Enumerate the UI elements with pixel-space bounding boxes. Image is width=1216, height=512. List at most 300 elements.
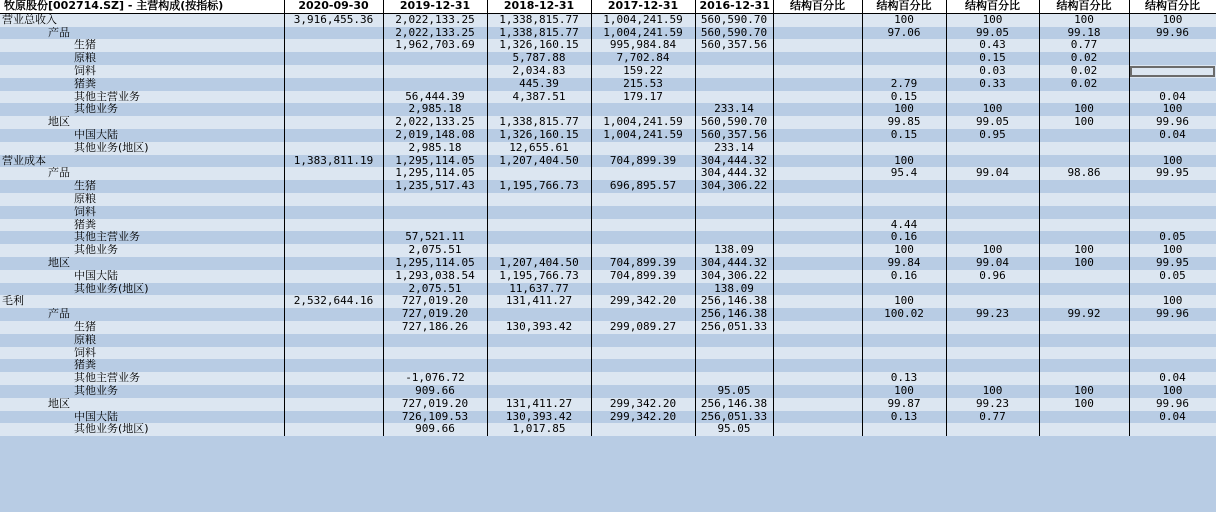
table-cell[interactable] <box>862 39 946 52</box>
table-cell[interactable] <box>773 180 862 193</box>
table-cell[interactable]: 1,383,811.19 <box>284 155 383 168</box>
table-cell[interactable] <box>284 27 383 40</box>
table-cell[interactable] <box>695 231 773 244</box>
row-label[interactable]: 产品 <box>0 167 284 180</box>
table-cell[interactable]: 2.79 <box>862 78 946 91</box>
table-cell[interactable] <box>1129 321 1216 334</box>
table-cell[interactable]: 1,295,114.05 <box>383 167 487 180</box>
table-cell[interactable]: 100 <box>862 155 946 168</box>
table-cell[interactable]: 95.05 <box>695 423 773 436</box>
table-cell[interactable] <box>487 219 591 232</box>
table-cell[interactable]: 11,637.77 <box>487 283 591 296</box>
table-cell[interactable] <box>1039 142 1129 155</box>
table-cell[interactable] <box>1129 65 1216 78</box>
table-cell[interactable] <box>946 219 1039 232</box>
table-cell[interactable]: 99.04 <box>946 257 1039 270</box>
table-cell[interactable]: 100 <box>862 385 946 398</box>
table-cell[interactable] <box>773 308 862 321</box>
column-header[interactable]: 2020-09-30 <box>284 0 383 13</box>
column-header[interactable]: 结构百分比 <box>946 0 1039 13</box>
table-cell[interactable] <box>695 91 773 104</box>
table-cell[interactable] <box>284 65 383 78</box>
table-cell[interactable] <box>284 142 383 155</box>
table-cell[interactable] <box>591 372 695 385</box>
table-cell[interactable]: 0.77 <box>946 411 1039 424</box>
table-cell[interactable]: 99.05 <box>946 27 1039 40</box>
table-cell[interactable]: 100 <box>1039 103 1129 116</box>
table-cell[interactable] <box>383 193 487 206</box>
table-cell[interactable] <box>487 359 591 372</box>
table-cell[interactable]: 7,702.84 <box>591 52 695 65</box>
table-cell[interactable] <box>487 206 591 219</box>
table-cell[interactable]: 299,342.20 <box>591 295 695 308</box>
table-cell[interactable]: 909.66 <box>383 423 487 436</box>
table-cell[interactable] <box>487 385 591 398</box>
table-cell[interactable]: 99.96 <box>1129 116 1216 129</box>
table-cell[interactable] <box>1039 180 1129 193</box>
table-cell[interactable] <box>773 347 862 360</box>
table-cell[interactable] <box>773 411 862 424</box>
table-cell[interactable] <box>591 334 695 347</box>
table-cell[interactable] <box>1129 39 1216 52</box>
table-cell[interactable]: 0.05 <box>1129 231 1216 244</box>
table-cell[interactable] <box>946 193 1039 206</box>
table-cell[interactable]: 704,899.39 <box>591 270 695 283</box>
table-cell[interactable]: 12,655.61 <box>487 142 591 155</box>
table-cell[interactable] <box>773 39 862 52</box>
table-cell[interactable]: 99.95 <box>1129 257 1216 270</box>
table-cell[interactable]: 0.95 <box>946 129 1039 142</box>
table-cell[interactable]: 1,004,241.59 <box>591 129 695 142</box>
column-header[interactable]: 2016-12-31 <box>695 0 773 13</box>
row-label[interactable]: 毛利 <box>0 295 284 308</box>
table-cell[interactable]: 99.84 <box>862 257 946 270</box>
table-cell[interactable] <box>1129 206 1216 219</box>
table-cell[interactable] <box>591 308 695 321</box>
table-cell[interactable] <box>773 334 862 347</box>
column-header[interactable]: 2017-12-31 <box>591 0 695 13</box>
table-cell[interactable]: 0.13 <box>862 372 946 385</box>
table-cell[interactable] <box>284 231 383 244</box>
table-cell[interactable]: 256,146.38 <box>695 308 773 321</box>
table-cell[interactable] <box>946 91 1039 104</box>
row-label[interactable]: 营业总收入 <box>0 13 284 26</box>
table-title[interactable]: 牧原股份[002714.SZ] - 主营构成(按指标) <box>0 0 284 13</box>
table-cell[interactable]: 727,019.20 <box>383 308 487 321</box>
table-cell[interactable]: 1,295,114.05 <box>383 155 487 168</box>
table-cell[interactable]: 100 <box>946 13 1039 26</box>
table-cell[interactable]: 2,022,133.25 <box>383 116 487 129</box>
table-cell[interactable] <box>695 359 773 372</box>
table-cell[interactable]: 100 <box>862 13 946 26</box>
table-cell[interactable] <box>591 423 695 436</box>
table-cell[interactable] <box>284 347 383 360</box>
table-cell[interactable]: 1,004,241.59 <box>591 116 695 129</box>
table-cell[interactable] <box>284 129 383 142</box>
table-cell[interactable] <box>591 385 695 398</box>
table-cell[interactable] <box>383 334 487 347</box>
table-cell[interactable] <box>1129 283 1216 296</box>
table-cell[interactable] <box>383 347 487 360</box>
table-cell[interactable] <box>773 142 862 155</box>
table-cell[interactable]: 100 <box>1129 103 1216 116</box>
table-cell[interactable] <box>591 206 695 219</box>
table-cell[interactable]: 99.23 <box>946 308 1039 321</box>
table-cell[interactable] <box>773 244 862 257</box>
table-cell[interactable] <box>695 193 773 206</box>
table-cell[interactable]: 304,444.32 <box>695 257 773 270</box>
table-cell[interactable] <box>695 206 773 219</box>
table-cell[interactable]: 1,338,815.77 <box>487 13 591 26</box>
table-cell[interactable]: 0.04 <box>1129 372 1216 385</box>
row-label[interactable]: 其他业务(地区) <box>0 423 284 436</box>
table-cell[interactable]: 130,393.42 <box>487 321 591 334</box>
row-label[interactable]: 猪粪 <box>0 219 284 232</box>
table-cell[interactable] <box>1039 91 1129 104</box>
table-cell[interactable]: 0.04 <box>1129 129 1216 142</box>
table-cell[interactable]: 1,326,160.15 <box>487 39 591 52</box>
table-cell[interactable] <box>946 180 1039 193</box>
table-cell[interactable]: 445.39 <box>487 78 591 91</box>
table-cell[interactable] <box>487 334 591 347</box>
table-cell[interactable]: 1,338,815.77 <box>487 116 591 129</box>
table-cell[interactable] <box>1129 52 1216 65</box>
table-cell[interactable] <box>487 193 591 206</box>
table-cell[interactable] <box>946 423 1039 436</box>
table-cell[interactable]: 1,293,038.54 <box>383 270 487 283</box>
table-cell[interactable] <box>946 372 1039 385</box>
table-cell[interactable]: 299,089.27 <box>591 321 695 334</box>
table-cell[interactable]: 100 <box>1129 155 1216 168</box>
table-cell[interactable] <box>946 295 1039 308</box>
table-cell[interactable]: 100 <box>1129 295 1216 308</box>
table-cell[interactable]: 696,895.57 <box>591 180 695 193</box>
table-cell[interactable] <box>1129 423 1216 436</box>
table-cell[interactable] <box>1129 193 1216 206</box>
table-cell[interactable]: 0.04 <box>1129 91 1216 104</box>
table-cell[interactable] <box>773 91 862 104</box>
row-label[interactable]: 其他业务 <box>0 385 284 398</box>
table-cell[interactable] <box>487 372 591 385</box>
row-label[interactable]: 其他主营业务 <box>0 231 284 244</box>
table-cell[interactable] <box>1129 180 1216 193</box>
table-cell[interactable] <box>591 231 695 244</box>
table-cell[interactable] <box>1129 334 1216 347</box>
table-cell[interactable]: 256,146.38 <box>695 398 773 411</box>
table-cell[interactable] <box>284 411 383 424</box>
table-cell[interactable] <box>284 193 383 206</box>
table-cell[interactable] <box>591 219 695 232</box>
table-cell[interactable]: 100 <box>1039 116 1129 129</box>
table-cell[interactable] <box>773 372 862 385</box>
table-cell[interactable] <box>591 167 695 180</box>
table-cell[interactable]: 1,004,241.59 <box>591 27 695 40</box>
table-cell[interactable] <box>591 359 695 372</box>
table-cell[interactable]: 304,444.32 <box>695 155 773 168</box>
table-cell[interactable] <box>773 283 862 296</box>
table-cell[interactable] <box>1039 334 1129 347</box>
row-label[interactable]: 中国大陆 <box>0 129 284 142</box>
table-cell[interactable] <box>862 347 946 360</box>
table-cell[interactable] <box>487 167 591 180</box>
table-cell[interactable]: 100 <box>1129 385 1216 398</box>
table-cell[interactable] <box>1129 347 1216 360</box>
table-cell[interactable]: 726,109.53 <box>383 411 487 424</box>
table-cell[interactable] <box>946 347 1039 360</box>
table-cell[interactable]: 0.04 <box>1129 411 1216 424</box>
table-cell[interactable]: 0.77 <box>1039 39 1129 52</box>
table-cell[interactable]: 100 <box>1129 244 1216 257</box>
table-cell[interactable]: 560,590.70 <box>695 27 773 40</box>
table-cell[interactable] <box>284 39 383 52</box>
table-cell[interactable] <box>1039 347 1129 360</box>
table-cell[interactable] <box>1039 411 1129 424</box>
table-cell[interactable] <box>862 423 946 436</box>
table-cell[interactable]: 4,387.51 <box>487 91 591 104</box>
table-cell[interactable]: 159.22 <box>591 65 695 78</box>
table-cell[interactable]: 99.96 <box>1129 308 1216 321</box>
table-cell[interactable]: 1,962,703.69 <box>383 39 487 52</box>
table-cell[interactable]: 299,342.20 <box>591 411 695 424</box>
table-cell[interactable] <box>1039 423 1129 436</box>
table-cell[interactable] <box>862 321 946 334</box>
table-cell[interactable] <box>695 65 773 78</box>
row-label[interactable]: 其他业务(地区) <box>0 142 284 155</box>
table-cell[interactable]: 95.05 <box>695 385 773 398</box>
table-cell[interactable]: 0.13 <box>862 411 946 424</box>
table-cell[interactable] <box>284 52 383 65</box>
table-cell[interactable]: 100 <box>1039 398 1129 411</box>
table-cell[interactable]: 256,051.33 <box>695 411 773 424</box>
table-cell[interactable]: 215.53 <box>591 78 695 91</box>
table-cell[interactable]: 2,075.51 <box>383 244 487 257</box>
table-cell[interactable] <box>946 231 1039 244</box>
table-cell[interactable]: 1,017.85 <box>487 423 591 436</box>
table-cell[interactable] <box>1039 295 1129 308</box>
table-cell[interactable] <box>284 321 383 334</box>
table-cell[interactable]: 99.92 <box>1039 308 1129 321</box>
table-cell[interactable] <box>284 372 383 385</box>
row-label[interactable]: 生猪 <box>0 180 284 193</box>
table-cell[interactable]: 100 <box>946 103 1039 116</box>
table-cell[interactable] <box>946 155 1039 168</box>
table-cell[interactable] <box>284 385 383 398</box>
row-label[interactable]: 地区 <box>0 116 284 129</box>
table-cell[interactable]: 131,411.27 <box>487 295 591 308</box>
table-cell[interactable] <box>946 206 1039 219</box>
table-cell[interactable]: 99.04 <box>946 167 1039 180</box>
table-cell[interactable] <box>695 78 773 91</box>
table-cell[interactable] <box>862 142 946 155</box>
table-cell[interactable] <box>773 167 862 180</box>
table-cell[interactable]: 99.96 <box>1129 398 1216 411</box>
table-cell[interactable]: 2,985.18 <box>383 103 487 116</box>
table-cell[interactable]: 704,899.39 <box>591 257 695 270</box>
table-cell[interactable]: 233.14 <box>695 142 773 155</box>
table-cell[interactable] <box>862 52 946 65</box>
table-cell[interactable]: 0.02 <box>1039 78 1129 91</box>
table-cell[interactable]: 138.09 <box>695 283 773 296</box>
table-cell[interactable]: 97.06 <box>862 27 946 40</box>
row-label[interactable]: 营业成本 <box>0 155 284 168</box>
column-header[interactable]: 结构百分比 <box>1039 0 1129 13</box>
table-cell[interactable]: 130,393.42 <box>487 411 591 424</box>
table-cell[interactable] <box>695 219 773 232</box>
row-label[interactable]: 猪粪 <box>0 359 284 372</box>
table-cell[interactable] <box>284 257 383 270</box>
column-header[interactable]: 2019-12-31 <box>383 0 487 13</box>
table-cell[interactable]: 1,195,766.73 <box>487 180 591 193</box>
table-cell[interactable]: 100 <box>1039 257 1129 270</box>
table-cell[interactable] <box>487 231 591 244</box>
table-cell[interactable]: 99.05 <box>946 116 1039 129</box>
table-cell[interactable]: 0.05 <box>1129 270 1216 283</box>
row-label[interactable]: 饲料 <box>0 347 284 360</box>
table-cell[interactable] <box>284 308 383 321</box>
table-cell[interactable] <box>773 321 862 334</box>
table-cell[interactable] <box>1039 321 1129 334</box>
table-cell[interactable]: 1,207,404.50 <box>487 257 591 270</box>
table-cell[interactable]: 0.16 <box>862 231 946 244</box>
table-cell[interactable] <box>773 13 862 26</box>
row-label[interactable]: 其他业务 <box>0 244 284 257</box>
table-cell[interactable] <box>591 283 695 296</box>
table-cell[interactable]: 98.86 <box>1039 167 1129 180</box>
row-label[interactable]: 生猪 <box>0 39 284 52</box>
column-header[interactable]: 2018-12-31 <box>487 0 591 13</box>
table-cell[interactable]: 560,590.70 <box>695 116 773 129</box>
table-cell[interactable] <box>773 398 862 411</box>
row-label[interactable]: 其他业务(地区) <box>0 283 284 296</box>
table-cell[interactable] <box>695 52 773 65</box>
table-cell[interactable] <box>773 423 862 436</box>
table-cell[interactable] <box>1039 129 1129 142</box>
table-cell[interactable]: 100 <box>1129 13 1216 26</box>
row-label[interactable]: 中国大陆 <box>0 411 284 424</box>
table-cell[interactable]: 100.02 <box>862 308 946 321</box>
table-cell[interactable]: 56,444.39 <box>383 91 487 104</box>
table-cell[interactable]: 2,075.51 <box>383 283 487 296</box>
row-label[interactable]: 饲料 <box>0 65 284 78</box>
table-cell[interactable]: 2,034.83 <box>487 65 591 78</box>
table-cell[interactable] <box>862 283 946 296</box>
table-cell[interactable]: 1,326,160.15 <box>487 129 591 142</box>
table-cell[interactable]: 0.02 <box>1039 65 1129 78</box>
row-label[interactable]: 产品 <box>0 27 284 40</box>
table-cell[interactable] <box>1039 206 1129 219</box>
row-label[interactable]: 生猪 <box>0 321 284 334</box>
table-cell[interactable] <box>773 257 862 270</box>
table-cell[interactable]: 560,357.56 <box>695 129 773 142</box>
table-cell[interactable] <box>1039 359 1129 372</box>
table-cell[interactable]: 179.17 <box>591 91 695 104</box>
table-cell[interactable] <box>591 142 695 155</box>
table-cell[interactable] <box>773 103 862 116</box>
table-cell[interactable]: 560,357.56 <box>695 39 773 52</box>
row-label[interactable]: 原粮 <box>0 334 284 347</box>
table-cell[interactable] <box>284 283 383 296</box>
table-cell[interactable]: 0.16 <box>862 270 946 283</box>
row-label[interactable]: 其他主营业务 <box>0 372 284 385</box>
table-cell[interactable] <box>773 52 862 65</box>
column-header[interactable]: 结构百分比 <box>1129 0 1216 13</box>
table-cell[interactable] <box>487 244 591 257</box>
table-cell[interactable] <box>1039 231 1129 244</box>
table-cell[interactable] <box>383 206 487 219</box>
table-cell[interactable]: 727,019.20 <box>383 398 487 411</box>
row-label[interactable]: 产品 <box>0 308 284 321</box>
table-cell[interactable]: 1,295,114.05 <box>383 257 487 270</box>
table-cell[interactable] <box>284 398 383 411</box>
table-cell[interactable]: 99.96 <box>1129 27 1216 40</box>
table-cell[interactable] <box>773 78 862 91</box>
table-cell[interactable] <box>773 206 862 219</box>
table-cell[interactable]: 100 <box>1039 13 1129 26</box>
table-cell[interactable]: 100 <box>1039 244 1129 257</box>
table-cell[interactable] <box>591 193 695 206</box>
table-cell[interactable] <box>383 52 487 65</box>
row-label[interactable]: 其他业务 <box>0 103 284 116</box>
table-cell[interactable] <box>773 65 862 78</box>
row-label[interactable]: 地区 <box>0 398 284 411</box>
table-cell[interactable]: 95.4 <box>862 167 946 180</box>
table-cell[interactable]: 100 <box>946 244 1039 257</box>
table-cell[interactable]: 1,207,404.50 <box>487 155 591 168</box>
table-cell[interactable] <box>946 359 1039 372</box>
table-cell[interactable]: 99.85 <box>862 116 946 129</box>
table-cell[interactable]: 0.33 <box>946 78 1039 91</box>
table-cell[interactable] <box>695 334 773 347</box>
table-cell[interactable]: 1,338,815.77 <box>487 27 591 40</box>
table-cell[interactable] <box>862 334 946 347</box>
table-cell[interactable]: 3,916,455.36 <box>284 13 383 26</box>
table-cell[interactable] <box>284 91 383 104</box>
table-cell[interactable] <box>284 423 383 436</box>
table-cell[interactable] <box>487 308 591 321</box>
table-cell[interactable] <box>773 359 862 372</box>
table-cell[interactable] <box>773 270 862 283</box>
table-cell[interactable]: 995,984.84 <box>591 39 695 52</box>
table-cell[interactable] <box>383 359 487 372</box>
table-cell[interactable]: 1,235,517.43 <box>383 180 487 193</box>
table-cell[interactable] <box>591 347 695 360</box>
table-cell[interactable]: 2,532,644.16 <box>284 295 383 308</box>
table-cell[interactable] <box>695 347 773 360</box>
table-cell[interactable]: 560,590.70 <box>695 13 773 26</box>
table-cell[interactable]: 0.03 <box>946 65 1039 78</box>
table-cell[interactable] <box>284 167 383 180</box>
table-cell[interactable] <box>383 65 487 78</box>
table-cell[interactable] <box>773 116 862 129</box>
table-cell[interactable]: 0.43 <box>946 39 1039 52</box>
table-cell[interactable] <box>862 193 946 206</box>
table-cell[interactable] <box>773 219 862 232</box>
row-label[interactable]: 原粮 <box>0 52 284 65</box>
row-label[interactable]: 饲料 <box>0 206 284 219</box>
table-cell[interactable]: 299,342.20 <box>591 398 695 411</box>
table-cell[interactable] <box>284 206 383 219</box>
table-cell[interactable]: 909.66 <box>383 385 487 398</box>
table-cell[interactable]: 0.15 <box>862 129 946 142</box>
table-cell[interactable] <box>773 193 862 206</box>
table-cell[interactable]: 99.87 <box>862 398 946 411</box>
table-cell[interactable]: 233.14 <box>695 103 773 116</box>
table-cell[interactable] <box>773 27 862 40</box>
table-cell[interactable]: 99.95 <box>1129 167 1216 180</box>
column-header[interactable]: 结构百分比 <box>773 0 862 13</box>
table-cell[interactable]: 727,186.26 <box>383 321 487 334</box>
row-label[interactable]: 中国大陆 <box>0 270 284 283</box>
